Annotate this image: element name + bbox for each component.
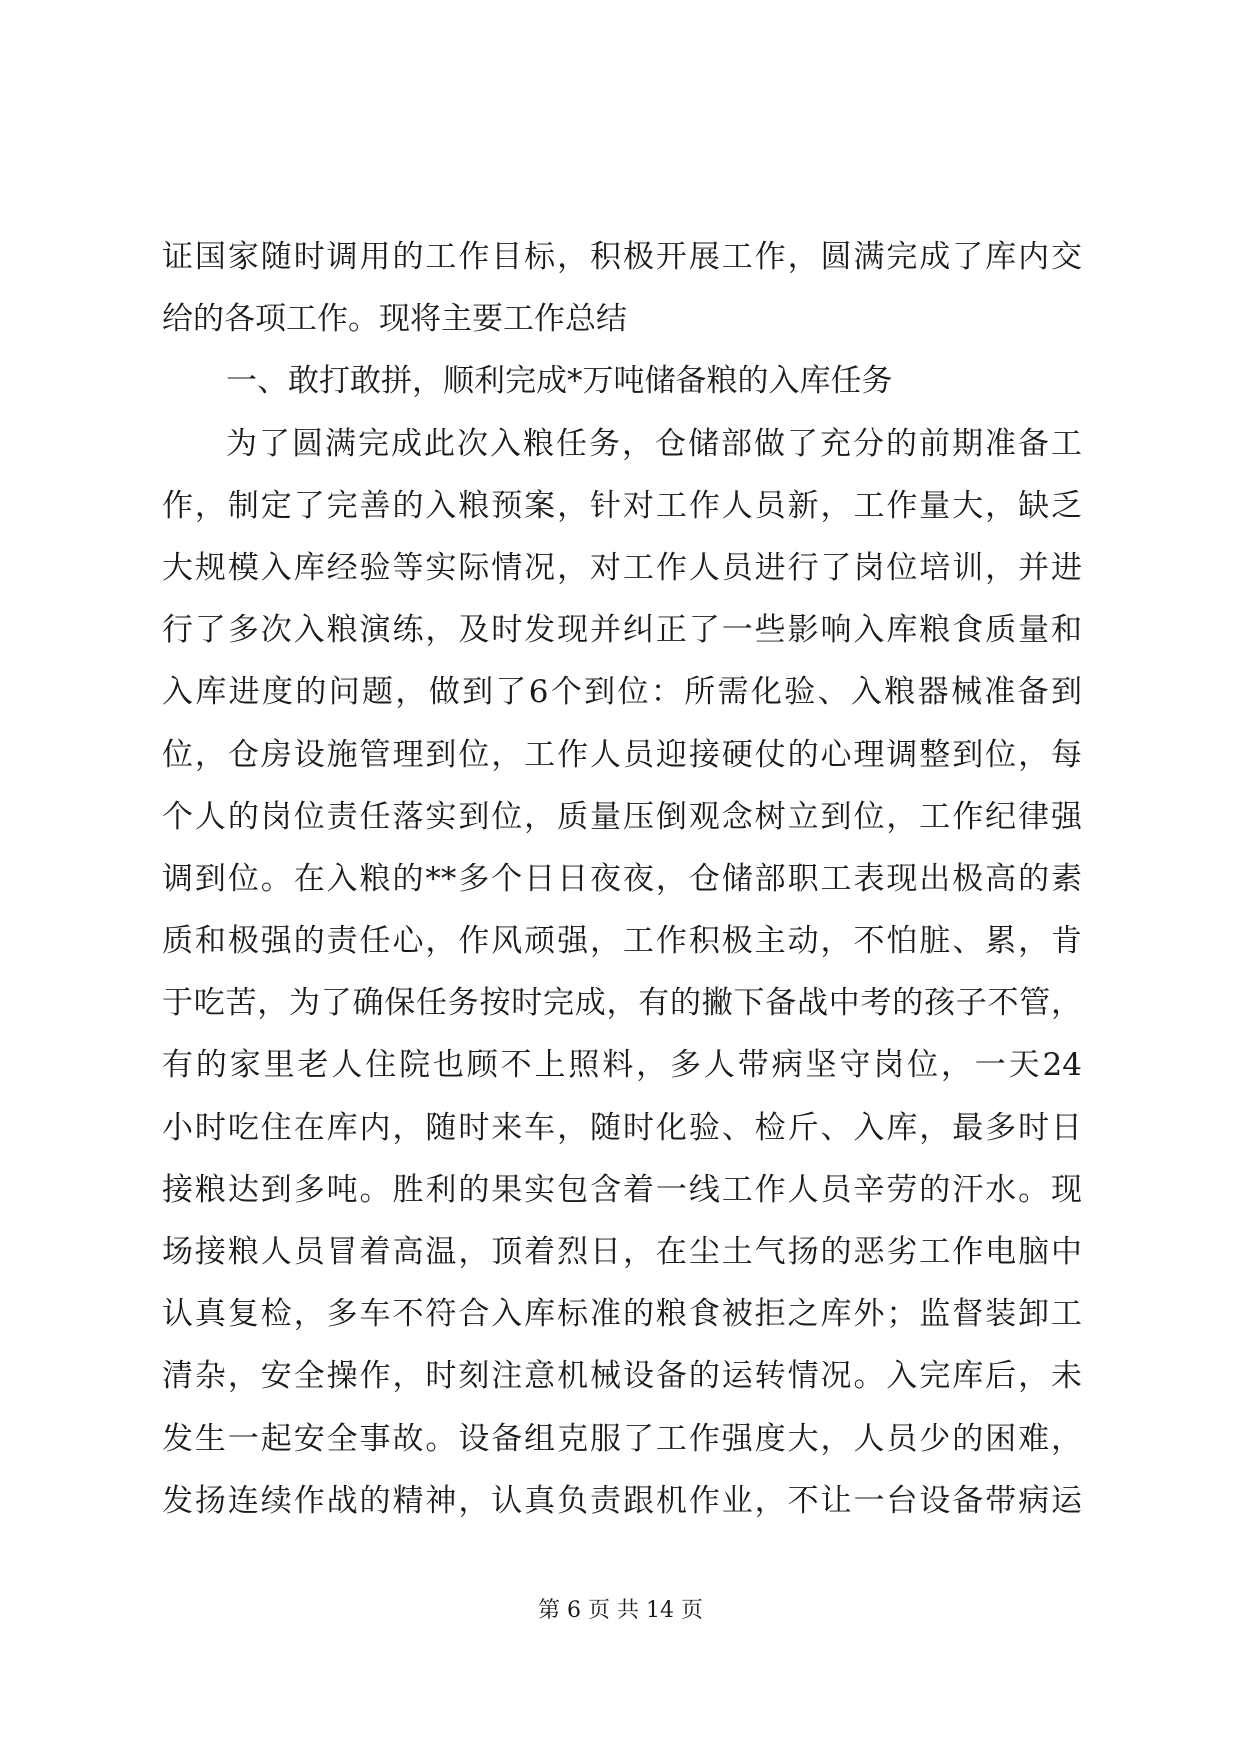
text-line: 质和极强的责任心，作风顽强，工作积极主动，不怕脏、累，肯 xyxy=(162,923,1082,960)
text-line: 小时吃住在库内，随时来车，随时化验、检斤、入库，最多时日 xyxy=(162,1109,1082,1146)
text-line: 有的家里老人住院也顾不上照料，多人带病坚守岗位，一天24 xyxy=(162,1047,1082,1084)
text-line: 认真复检，多车不符合入库标准的粮食被拒之库外；监督装卸工 xyxy=(162,1296,1082,1333)
text-line: 个人的岗位责任落实到位，质量压倒观念树立到位，工作纪律强 xyxy=(162,798,1082,835)
text-line: 发扬连续作战的精神，认真负责跟机作业，不让一台设备带病运 xyxy=(162,1482,1082,1519)
text-line: 大规模入库经验等实际情况，对工作人员进行了岗位培训，并进 xyxy=(162,549,1082,586)
text-line: 入库进度的问题，做到了6个到位：所需化验、入粮器械准备到 xyxy=(162,674,1082,711)
document-body xyxy=(162,226,1082,1532)
text-line: 给的各项工作。现将主要工作总结 xyxy=(162,301,627,338)
text-line: 于吃苦，为了确保任务按时完成，有的撇下备战中考的孩子不管， xyxy=(162,985,1082,1022)
text-line: 行了多次入粮演练，及时发现并纠正了一些影响入库粮食质量和 xyxy=(162,612,1082,649)
text-line: 调到位。在入粮的**多个日日夜夜，仓储部职工表现出极高的素 xyxy=(162,860,1082,897)
text-line: 清杂，安全操作，时刻注意机械设备的运转情况。入完库后，未 xyxy=(162,1358,1082,1395)
text-line: 一、敢打敢拼，顺利完成*万吨储备粮的入库任务 xyxy=(226,363,893,400)
page-footer: 第 6 页 共 14 页 xyxy=(538,1598,703,1623)
text-line: 发生一起安全事故。设备组克服了工作强度大，人员少的困难， xyxy=(162,1420,1082,1457)
text-line: 为了圆满完成此次入粮任务，仓储部做了充分的前期准备工 xyxy=(226,425,1082,462)
text-line: 场接粮人员冒着高温，顶着烈日，在尘土气扬的恶劣工作电脑中 xyxy=(162,1234,1082,1270)
text-line: 接粮达到多吨。胜利的果实包含着一线工作人员辛劳的汗水。现 xyxy=(162,1171,1082,1208)
text-line: 证国家随时调用的工作目标，积极开展工作，圆满完成了库内交 xyxy=(162,239,1082,275)
text-line: 作，制定了完善的入粮预案，针对工作人员新，工作量大，缺乏 xyxy=(162,487,1082,524)
text-line: 位，仓房设施管理到位，工作人员迎接硬仗的心理调整到位，每 xyxy=(162,736,1082,773)
